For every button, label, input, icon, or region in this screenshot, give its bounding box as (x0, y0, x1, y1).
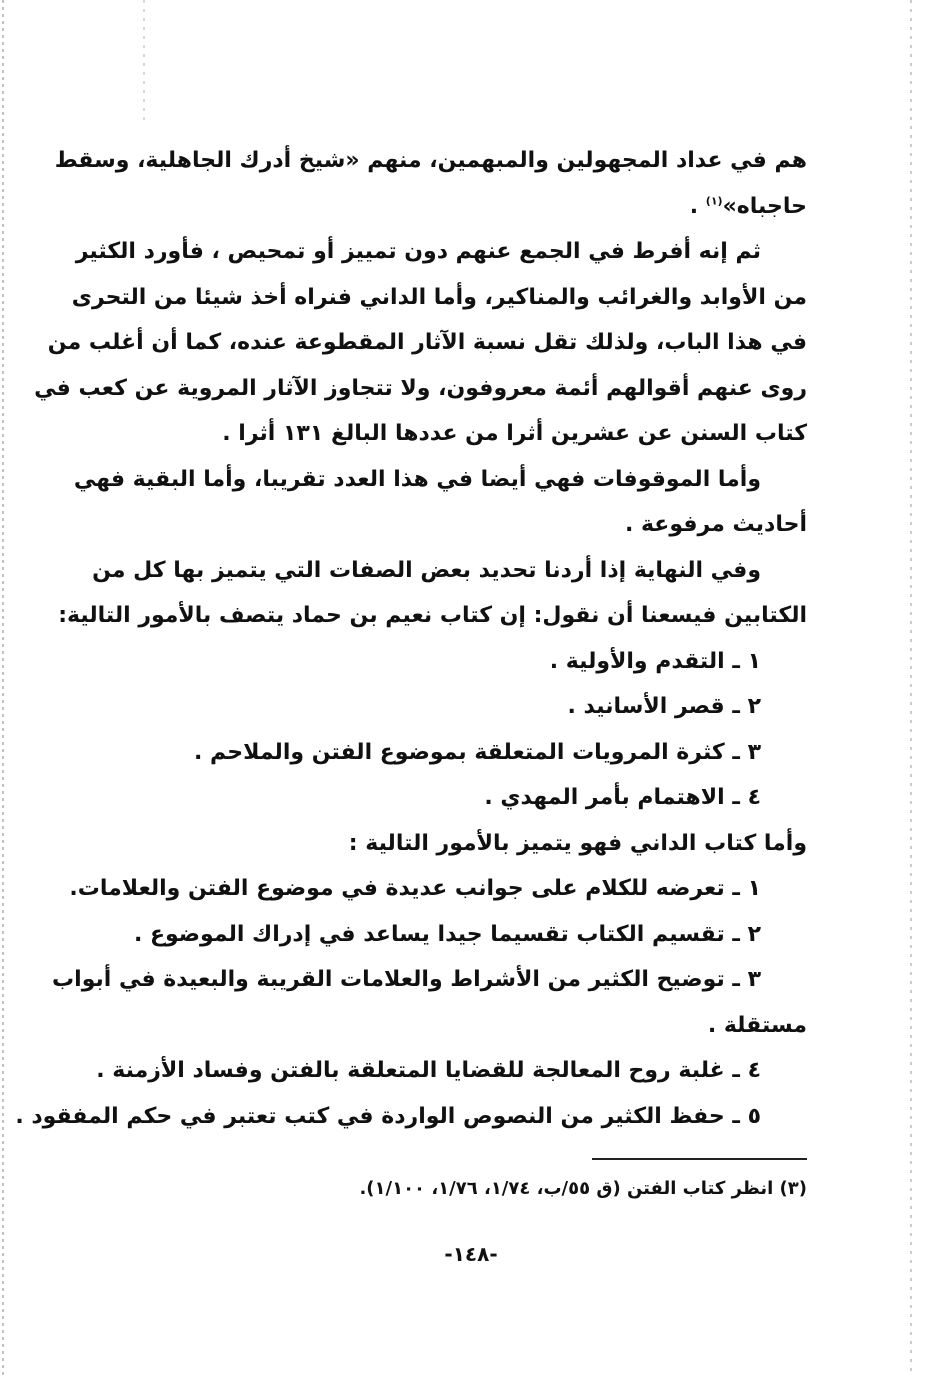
scan-edge-left (2, 0, 4, 1375)
list-item: ٢ ـ قصر الأسانيد . (567, 694, 761, 719)
text-line: روى عنهم أقوالهم أئمة معروفون، ولا تتجاوز الآثار المروية عن كعب في (34, 375, 807, 401)
list-item: ٥ ـ حفظ الكثير من النصوص الواردة في كتب تعتبر في حكم المفقود . (15, 1103, 761, 1129)
text-line: الكتابين فيسعنا أن نقول: إن كتاب نعيم بن حماد يتصف بالأمور التالية: (58, 603, 807, 628)
footnote: (٣) انظر كتاب الفتن (ق ٥٥/ب، ١/٧٤، ١/٧٦، ١/١٠٠). (359, 1178, 807, 1199)
text-line: أحاديث مرفوعة . (624, 512, 807, 537)
scan-edge-mark (143, 0, 145, 120)
text-line: وأما الموقوفات فهي أيضا في هذا العدد تقريبا، وأما البقية فهي (73, 466, 761, 492)
list-item: ٢ ـ تقسيم الكتاب تقسيما جيدا يساعد في إدراك الموضوع . (133, 921, 761, 947)
list-item: ٤ ـ الاهتمام بأمر المهدي . (484, 785, 761, 810)
list-item: ١ ـ تعرضه للكلام على جوانب عديدة في موضوع الفتن والعلامات. (69, 876, 761, 901)
text-fragment: . (689, 193, 706, 219)
text-line: وفي النهاية إذا أردنا تحديد بعض الصفات التي يتميز بها كل من (92, 557, 761, 583)
list-item: ٤ ـ غلبة روح المعالجة للقضايا المتعلقة بالفتن وفساد الأزمنة . (96, 1058, 761, 1083)
text-line: وأما كتاب الداني فهو يتميز بالأمور التالية : (348, 830, 807, 856)
text-fragment: حاجباه» (722, 193, 807, 219)
scan-edge-right (910, 0, 912, 1375)
text-line: كتاب السنن عن عشرين أثرا من عددها البالغ ١٣١ أثرا . (222, 421, 807, 446)
list-item: ٣ ـ توضيح الكثير من الأشراط والعلامات القريبة والبعيدة في أبواب (52, 967, 761, 992)
page-number: -١٤٨- (444, 1242, 498, 1266)
list-item: ١ ـ التقدم والأولية . (549, 648, 761, 674)
text-line (100, 184, 807, 230)
body-text (15, 138, 807, 1139)
footnote-divider (592, 1158, 807, 1160)
text-line: في هذا الباب، ولذلك تقل نسبة الآثار المقطوعة عنده، كما أن أغلب من (47, 330, 807, 355)
text-line: ثم إنه أفرط في الجمع عنهم دون تمييز أو تمحيص ، فأورد الكثير (75, 239, 761, 264)
text-line: مستقلة . (707, 1012, 807, 1038)
list-item: ٣ ـ كثرة المرويات المتعلقة بموضوع الفتن والملاحم . (193, 739, 761, 765)
footnote-reference: (١) (705, 194, 723, 208)
text-line: من الأوابد والغرائب والمناكير، وأما الداني فنراه أخذ شيئا من التحرى (71, 284, 807, 310)
text-line: هم في عداد المجهولين والمبهمين، منهم «شيخ أدرك الجاهلية، وسقط (54, 148, 807, 173)
